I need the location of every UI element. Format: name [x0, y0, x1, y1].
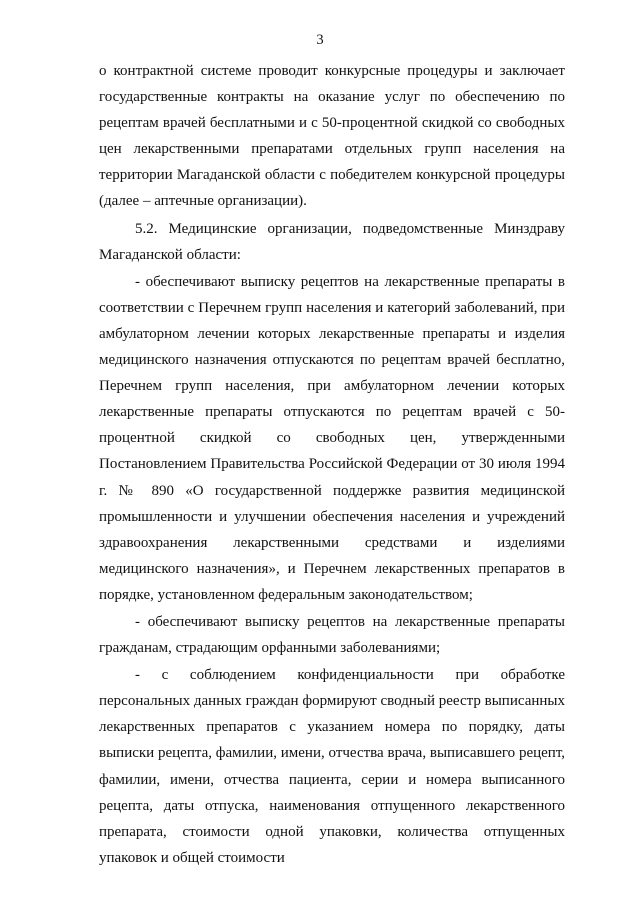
paragraph-registry: - с соблюдением конфиденциальности при обработке персональных данных граждан формируют сводный реестр выписанных лекарственных препаратов с указанием номера по порядку, даты выписки рецепта, фамилии, имени, отчества врача, выписавшего рецепт, фамилии, имени, отчества пациента, серии и номера выписанного рецепта, даты отпуска, наименования отпущенного лекарственного препарата, стоимости одной упаковки, количества отпущенных упаковок и общей стоимости [99, 667, 565, 866]
paragraph-prescription-lists: - обеспечивают выписку рецептов на лекарственные препараты в соответствии с Перечнем групп населения и категорий заболеваний, при амбулаторном лечении которых лекарственные препараты и изделия медицинского назначения отпускаются по рецептам врачей бесплатно, Перечнем групп населения, при амбулаторном лечении которых лекарственные препараты отпускаются по рецептам врачей с 50-процентной скидкой со свободных цен, утвержденными Постановлением Правительства Российской Федерации от 30 июля 1994 г. № 890 «О государственной поддержке развития медицинской промышленности и улучшении обеспечения населения и учреждений здравоохранения лекарственными средствами и изделиями медицинского назначения», и Перечнем лекарственных препаратов в порядке, установленном федеральным законодательством; [99, 273, 565, 603]
page-number: 3 [316, 32, 324, 48]
paragraph-contract-system: о контрактной системе проводит конкурсные процедуры и заключает государственные контракты на оказание услуг по обеспечению по рецептам врачей бесплатными и с 50-процентной скидкой со свободных цен лекарственными препаратами отдельных групп населения на территории Магаданской области с победителем конкурсной процедуры (далее – аптечные организации). [99, 63, 565, 210]
document-body [99, 58, 565, 871]
paragraph-orphan-diseases: - обеспечивают выписку рецептов на лекарственные препараты гражданам, страдающим орфанными заболеваниями; [99, 613, 565, 657]
paragraph-section-5-2: 5.2. Медицинские организации, подведомственные Минздраву Магаданской области: [99, 220, 565, 263]
